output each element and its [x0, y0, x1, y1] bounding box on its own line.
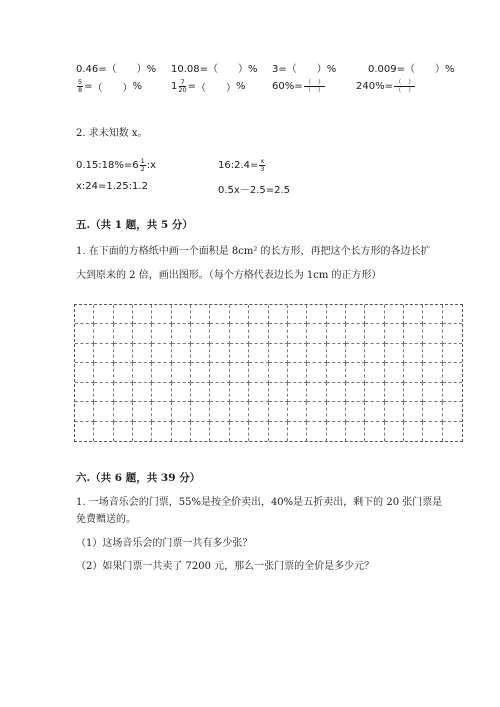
- grid-cell[interactable]: [269, 422, 288, 441]
- grid-cell[interactable]: [269, 324, 288, 343]
- grid-cell[interactable]: [152, 402, 171, 421]
- grid-cell[interactable]: [365, 402, 384, 421]
- grid-cell[interactable]: [230, 402, 249, 421]
- grid-cell[interactable]: [75, 344, 94, 363]
- grid-cell[interactable]: [385, 422, 404, 441]
- grid-cell[interactable]: [423, 324, 442, 343]
- grid-cell[interactable]: [94, 324, 113, 343]
- grid-cell[interactable]: [133, 363, 152, 382]
- grid-cell[interactable]: [288, 422, 307, 441]
- grid-cell[interactable]: [269, 344, 288, 363]
- grid-cell[interactable]: [404, 383, 423, 402]
- grid-cell[interactable]: [249, 422, 268, 441]
- grid-cell[interactable]: [94, 305, 113, 324]
- grid-cell[interactable]: [133, 344, 152, 363]
- grid-cell[interactable]: [423, 344, 442, 363]
- grid-cell[interactable]: [288, 305, 307, 324]
- grid-cell[interactable]: [327, 402, 346, 421]
- grid-cell[interactable]: [288, 363, 307, 382]
- grid-cell[interactable]: [94, 344, 113, 363]
- grid-cell[interactable]: [249, 402, 268, 421]
- grid-cell[interactable]: [75, 383, 94, 402]
- grid-cell[interactable]: [288, 344, 307, 363]
- grid-cell[interactable]: [191, 305, 210, 324]
- grid-cell[interactable]: [152, 363, 171, 382]
- grid-cell[interactable]: [172, 344, 191, 363]
- grid-cell[interactable]: [75, 324, 94, 343]
- grid-cell[interactable]: [423, 363, 442, 382]
- grid-cell[interactable]: [307, 305, 326, 324]
- grid-cell[interactable]: [230, 324, 249, 343]
- grid-cell[interactable]: [346, 305, 365, 324]
- grid-cell[interactable]: [191, 344, 210, 363]
- grid-cell[interactable]: [269, 383, 288, 402]
- grid-cell[interactable]: [249, 363, 268, 382]
- grid-cell[interactable]: [443, 324, 462, 343]
- grid-cell[interactable]: [385, 383, 404, 402]
- grid-cell[interactable]: [230, 344, 249, 363]
- exercise-one-seven-twentieths: 1 $\frac{7}{20}$ = （ ） %: [171, 78, 246, 94]
- grid-cell[interactable]: [404, 363, 423, 382]
- grid-cell[interactable]: [269, 402, 288, 421]
- grid-cell[interactable]: [191, 324, 210, 343]
- grid-cell[interactable]: [94, 363, 113, 382]
- grid-cell[interactable]: [249, 383, 268, 402]
- grid-cell[interactable]: [327, 324, 346, 343]
- grid-cell[interactable]: [443, 344, 462, 363]
- grid-cell[interactable]: [327, 363, 346, 382]
- grid-cell[interactable]: [249, 344, 268, 363]
- grid-cell[interactable]: [327, 383, 346, 402]
- grid-cell[interactable]: [152, 422, 171, 441]
- grid-cell[interactable]: [172, 422, 191, 441]
- grid-cell[interactable]: [210, 324, 229, 343]
- grid-cell[interactable]: [365, 422, 384, 441]
- grid-cell[interactable]: [191, 363, 210, 382]
- grid-cell[interactable]: [230, 363, 249, 382]
- grid-cell[interactable]: [172, 383, 191, 402]
- grid-cell[interactable]: [230, 422, 249, 441]
- section-5-question-line-1: 1. 在下面的方格纸中画一个面积是 8cm² 的长方形，再把这个长方形的各边长扩: [76, 246, 431, 257]
- grid-cell[interactable]: [210, 305, 229, 324]
- grid-cell[interactable]: [385, 344, 404, 363]
- equation-3: x:24=1.25:1.2: [76, 181, 148, 192]
- grid-cell[interactable]: [114, 383, 133, 402]
- grid-cell[interactable]: [152, 305, 171, 324]
- grid-cell[interactable]: [269, 305, 288, 324]
- grid-cell[interactable]: [385, 324, 404, 343]
- section-5-title: 五.（共 1 题，共 5 分）: [76, 219, 193, 231]
- exercise-240-percent: 240%= $\frac{( )}{( )}$: [356, 78, 415, 94]
- grid-cell[interactable]: [346, 402, 365, 421]
- grid-cell[interactable]: [152, 324, 171, 343]
- grid-cell[interactable]: [210, 402, 229, 421]
- grid-cell[interactable]: [114, 363, 133, 382]
- grid-cell[interactable]: [114, 305, 133, 324]
- exercise-five-eighths: $\frac{5}{8}$ = （ ） %: [78, 78, 143, 94]
- grid-cell[interactable]: [210, 344, 229, 363]
- grid-cell[interactable]: [133, 324, 152, 343]
- grid-cell[interactable]: [288, 402, 307, 421]
- grid-cell[interactable]: [75, 363, 94, 382]
- grid-cell[interactable]: [210, 383, 229, 402]
- grid-cell[interactable]: [346, 363, 365, 382]
- grid-cell[interactable]: [365, 324, 384, 343]
- grid-cell[interactable]: [191, 422, 210, 441]
- grid-cell[interactable]: [423, 402, 442, 421]
- section-6-question-line-2: 免费赠送的。: [76, 514, 136, 525]
- grid-cell[interactable]: [385, 305, 404, 324]
- grid-cell[interactable]: [152, 344, 171, 363]
- section-6-subquestion-1: （1）这场音乐会的门票一共有多少张？: [76, 538, 253, 549]
- grid-cell[interactable]: [327, 305, 346, 324]
- grid-cell[interactable]: [404, 402, 423, 421]
- exercise-0.46: 0.46=（ ）%: [76, 64, 157, 75]
- grid-cell[interactable]: [249, 305, 268, 324]
- grid-cell[interactable]: [404, 422, 423, 441]
- grid-cell[interactable]: [172, 305, 191, 324]
- grid-cell[interactable]: [346, 422, 365, 441]
- grid-cell[interactable]: [191, 383, 210, 402]
- grid-cell[interactable]: [365, 305, 384, 324]
- grid-cell[interactable]: [443, 363, 462, 382]
- grid-cell[interactable]: [133, 383, 152, 402]
- grid-cell[interactable]: [307, 422, 326, 441]
- section-6-subquestion-2: （2）如果门票一共卖了 7200 元，那么一张门票的全价是多少元？: [76, 561, 375, 572]
- question-2-title: 2. 求未知数 x。: [76, 128, 148, 139]
- grid-cell[interactable]: [210, 363, 229, 382]
- grid-cell[interactable]: [269, 363, 288, 382]
- grid-cell[interactable]: [307, 363, 326, 382]
- grid-cell[interactable]: [346, 344, 365, 363]
- grid-cell[interactable]: [443, 422, 462, 441]
- grid-cell[interactable]: [307, 324, 326, 343]
- grid-cell[interactable]: [385, 363, 404, 382]
- grid-cell[interactable]: [114, 402, 133, 421]
- grid-cell[interactable]: [133, 422, 152, 441]
- grid-cell[interactable]: [307, 383, 326, 402]
- grid-cell[interactable]: [172, 363, 191, 382]
- grid-cell[interactable]: [75, 422, 94, 441]
- grid-cell[interactable]: [249, 324, 268, 343]
- grid-cell[interactable]: [75, 305, 94, 324]
- grid-cell[interactable]: [404, 305, 423, 324]
- grid-cell[interactable]: [327, 422, 346, 441]
- grid-cell[interactable]: [133, 402, 152, 421]
- section-6-question-line-1: 1. 一场音乐会的门票，55%是按全价卖出，40%是五折卖出，剩下的 20 张门票是: [76, 497, 443, 508]
- section-6-title: 六.（共 6 题，共 39 分）: [76, 472, 201, 484]
- grid-cell[interactable]: [230, 305, 249, 324]
- section-5-question-line-2: 大到原来的 2 倍，画出图形。（每个方格代表边长为 1cm 的正方形）: [76, 270, 382, 281]
- grid-cell[interactable]: [152, 383, 171, 402]
- grid-cell[interactable]: [404, 344, 423, 363]
- grid-cell[interactable]: [327, 344, 346, 363]
- grid-cell[interactable]: [423, 305, 442, 324]
- equation-4: 0.5x－2.5=2.5: [218, 185, 291, 196]
- grid-cell[interactable]: [230, 383, 249, 402]
- grid-cell[interactable]: [94, 422, 113, 441]
- grid-cell[interactable]: [133, 305, 152, 324]
- grid-cell[interactable]: [307, 402, 326, 421]
- square-grid-paper[interactable]: [74, 304, 463, 442]
- grid-cell[interactable]: [365, 363, 384, 382]
- grid-cell[interactable]: [423, 383, 442, 402]
- grid-cell[interactable]: [114, 324, 133, 343]
- exercise-60-percent: 60%= $\frac{( )}{( )}$: [272, 78, 325, 94]
- grid-cell[interactable]: [94, 402, 113, 421]
- grid-cell[interactable]: [404, 324, 423, 343]
- grid-cell[interactable]: [307, 344, 326, 363]
- grid-cell[interactable]: [172, 402, 191, 421]
- grid-cell[interactable]: [385, 402, 404, 421]
- exercise-3: 3=（ ）%: [272, 64, 337, 75]
- grid-cell[interactable]: [288, 383, 307, 402]
- grid-cell[interactable]: [94, 383, 113, 402]
- equation-2: 16:2.4= $\frac{x}{3}$: [218, 157, 265, 173]
- grid-cell[interactable]: [191, 402, 210, 421]
- grid-cell[interactable]: [423, 422, 442, 441]
- grid-cell[interactable]: [443, 305, 462, 324]
- exercise-0.009: 0.009=（ ）%: [368, 64, 455, 75]
- equation-1: 0.15:18%=6 $\frac{1}{2}$ :x: [76, 157, 157, 173]
- grid-cell[interactable]: [288, 324, 307, 343]
- exercise-10.08: 10.08=（ ）%: [171, 64, 258, 75]
- grid-cell[interactable]: [443, 383, 462, 402]
- grid-cell[interactable]: [365, 383, 384, 402]
- grid-cell[interactable]: [346, 324, 365, 343]
- grid-cell[interactable]: [443, 402, 462, 421]
- grid-cell[interactable]: [114, 344, 133, 363]
- grid-cell[interactable]: [75, 402, 94, 421]
- grid-cell[interactable]: [114, 422, 133, 441]
- grid-cell[interactable]: [346, 383, 365, 402]
- grid-cell[interactable]: [210, 422, 229, 441]
- grid-cell[interactable]: [172, 324, 191, 343]
- grid-cell[interactable]: [365, 344, 384, 363]
